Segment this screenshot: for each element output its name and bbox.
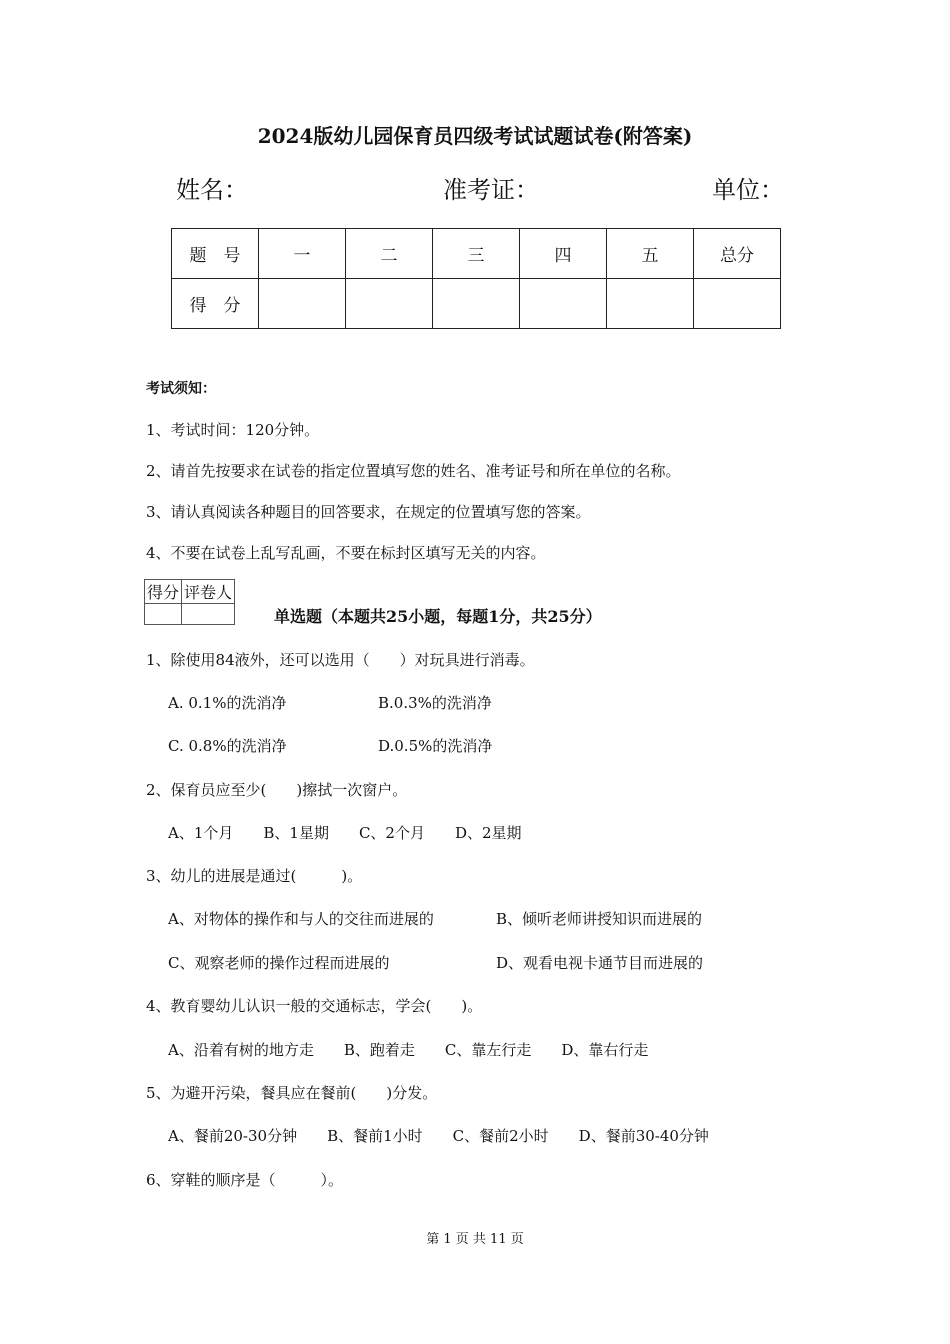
option: A、沿着有树的地方走 B、跑着走 C、靠左行走 D、靠右行走 <box>168 1041 649 1059</box>
option: B、倾听老师讲授知识而进展的 <box>496 910 703 928</box>
question-6: 6、穿鞋的顺序是（ ）。 <box>146 1171 344 1189</box>
score-table-cell: 得 分 <box>172 279 259 329</box>
notice-item: 3、请认真阅读各种题目的回答要求，在规定的位置填写您的答案。 <box>146 503 591 521</box>
option: B.0.3%的洗消净 <box>378 694 492 712</box>
score-input-cell[interactable] <box>694 279 781 329</box>
ticket-field-label: 准考证： <box>443 176 539 204</box>
score-table <box>171 228 781 329</box>
page-footer: 第 1 页 共 11 页 <box>426 1232 524 1247</box>
section-title: 单选题（本题共25小题，每题1分，共25分） <box>274 607 602 626</box>
unit-field-label: 单位： <box>712 176 784 204</box>
notice-item: 1、考试时间：120分钟。 <box>146 421 320 439</box>
score-input-cell[interactable] <box>607 279 694 329</box>
question-4: 4、教育婴幼儿认识一般的交通标志，学会( )。 <box>146 997 483 1015</box>
grader-reviewer-label: 评卷人 <box>182 580 235 604</box>
notice-item: 2、请首先按要求在试卷的指定位置填写您的姓名、准考证号和所在单位的名称。 <box>146 462 681 480</box>
score-table-score-row <box>172 279 781 329</box>
grader-score-label: 得分 <box>145 580 182 604</box>
option: A、1个月 B、1星期 C、2个月 D、2星期 <box>168 824 522 842</box>
score-table-cell: 五 <box>607 229 694 279</box>
score-table-cell: 三 <box>433 229 520 279</box>
score-table-cell: 总分 <box>694 229 781 279</box>
score-input-cell[interactable] <box>520 279 607 329</box>
score-table-cell: 题 号 <box>172 229 259 279</box>
option: A、对物体的操作和与人的交往而进展的 <box>168 910 434 928</box>
notice-item: 4、不要在试卷上乱写乱画，不要在标封区填写无关的内容。 <box>146 544 546 562</box>
option: A. 0.1%的洗消净 <box>168 694 287 712</box>
name-field-label: 姓名： <box>176 176 248 204</box>
score-input-cell[interactable] <box>433 279 520 329</box>
notice-heading: 考试须知： <box>146 381 216 397</box>
score-input-cell[interactable] <box>346 279 433 329</box>
grader-reviewer-cell[interactable] <box>182 604 235 625</box>
question-1: 1、除使用84液外，还可以选用（ ）对玩具进行消毒。 <box>146 651 535 669</box>
question-2: 2、保育员应至少( )擦拭一次窗户。 <box>146 781 408 799</box>
score-table-header-row <box>172 229 781 279</box>
option: D、观看电视卡通节目而进展的 <box>496 954 704 972</box>
grader-score-cell[interactable] <box>145 604 182 625</box>
option: C、观察老师的操作过程而进展的 <box>168 954 390 972</box>
score-table-cell: 一 <box>259 229 346 279</box>
score-table-cell: 二 <box>346 229 433 279</box>
option: C. 0.8%的洗消净 <box>168 737 287 755</box>
page-title: 2024版幼儿园保育员四级考试试题试卷(附答案) <box>257 124 693 148</box>
option: A、餐前20-30分钟 B、餐前1小时 C、餐前2小时 D、餐前30-40分钟 <box>168 1127 709 1145</box>
grader-box <box>144 579 235 625</box>
question-3: 3、幼儿的进展是通过( )。 <box>146 867 363 885</box>
score-table-cell: 四 <box>520 229 607 279</box>
option: D.0.5%的洗消净 <box>378 737 493 755</box>
score-input-cell[interactable] <box>259 279 346 329</box>
question-5: 5、为避开污染，餐具应在餐前( )分发。 <box>146 1084 438 1102</box>
